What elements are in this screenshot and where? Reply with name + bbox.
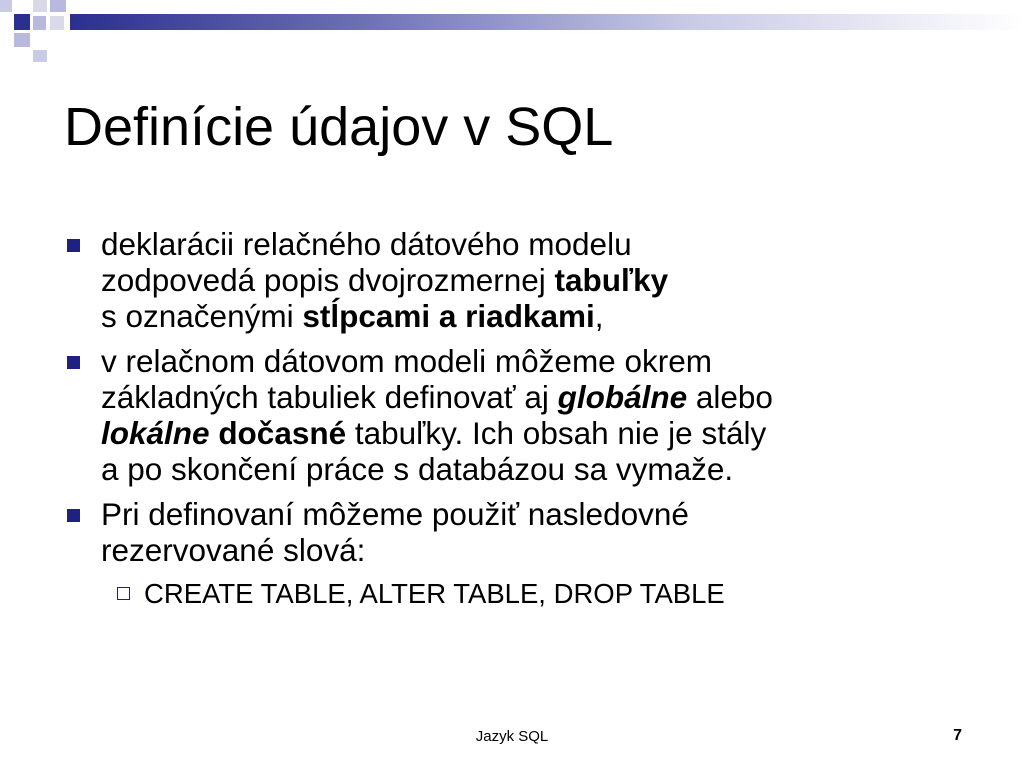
text-run: v relačnom dátovom modeli môžeme okrem — [101, 343, 712, 379]
bullet-item — [64, 496, 964, 568]
text-run: a po skončení práce s databázou sa vymaže. — [101, 451, 734, 487]
text-run: tabuľky — [554, 262, 669, 298]
decor-square — [14, 33, 30, 47]
text-run: alebo — [687, 379, 773, 415]
text-run: , — [594, 298, 604, 334]
text-run: rezervované slová: — [101, 532, 366, 568]
bullet-text-line — [101, 451, 964, 487]
text-run: zodpovedá popis dvojrozmernej — [101, 262, 555, 298]
bullet-text-line — [101, 496, 964, 532]
decor-square — [0, 0, 12, 12]
decor-square — [33, 50, 47, 62]
text-run: základných tabuliek definovať aj — [101, 379, 558, 415]
slide-title: Definície údajov v SQL — [64, 97, 614, 157]
header-decoration — [0, 0, 1024, 70]
bullet-text-line — [101, 226, 964, 262]
bullet-text-line — [101, 298, 964, 334]
text-run — [210, 415, 219, 451]
bullet-item — [64, 343, 964, 487]
bullet-text-line — [101, 379, 964, 415]
square-bullet-icon — [67, 239, 80, 252]
text-run: globálne — [557, 379, 688, 415]
sub-bullet-text: CREATE TABLE, ALTER TABLE, DROP TABLE — [144, 578, 725, 609]
footer-title: Jazyk SQL — [475, 728, 549, 745]
slide-content — [64, 226, 964, 611]
bullet-text-line — [101, 262, 964, 298]
decor-square — [50, 0, 66, 12]
bullet-text-line — [101, 343, 964, 379]
text-run: s označenými — [101, 298, 303, 334]
hollow-square-bullet-icon — [117, 587, 130, 600]
decor-square — [33, 16, 46, 30]
bullet-text-line — [101, 415, 964, 451]
square-bullet-icon — [67, 356, 80, 369]
text-run: stĺpcami a riadkami — [302, 298, 595, 334]
text-run: dočasné — [218, 415, 347, 451]
decor-square — [50, 16, 64, 30]
decor-square — [14, 14, 30, 30]
page-number: 7 — [953, 727, 962, 744]
decor-gradient-bar — [70, 14, 1024, 30]
bullet-text-line — [101, 532, 964, 568]
text-run: lokálne — [101, 415, 210, 451]
text-run: tabuľky. Ich obsah nie je stály — [346, 415, 767, 451]
decor-square — [33, 0, 47, 12]
sub-bullet-item — [64, 577, 964, 611]
text-run: Pri definovaní môžeme použiť nasledovné — [101, 496, 689, 532]
decor-square — [33, 33, 47, 47]
text-run: deklarácii relačného dátového modelu — [101, 226, 632, 262]
square-bullet-icon — [67, 509, 80, 522]
bullet-item — [64, 226, 964, 334]
